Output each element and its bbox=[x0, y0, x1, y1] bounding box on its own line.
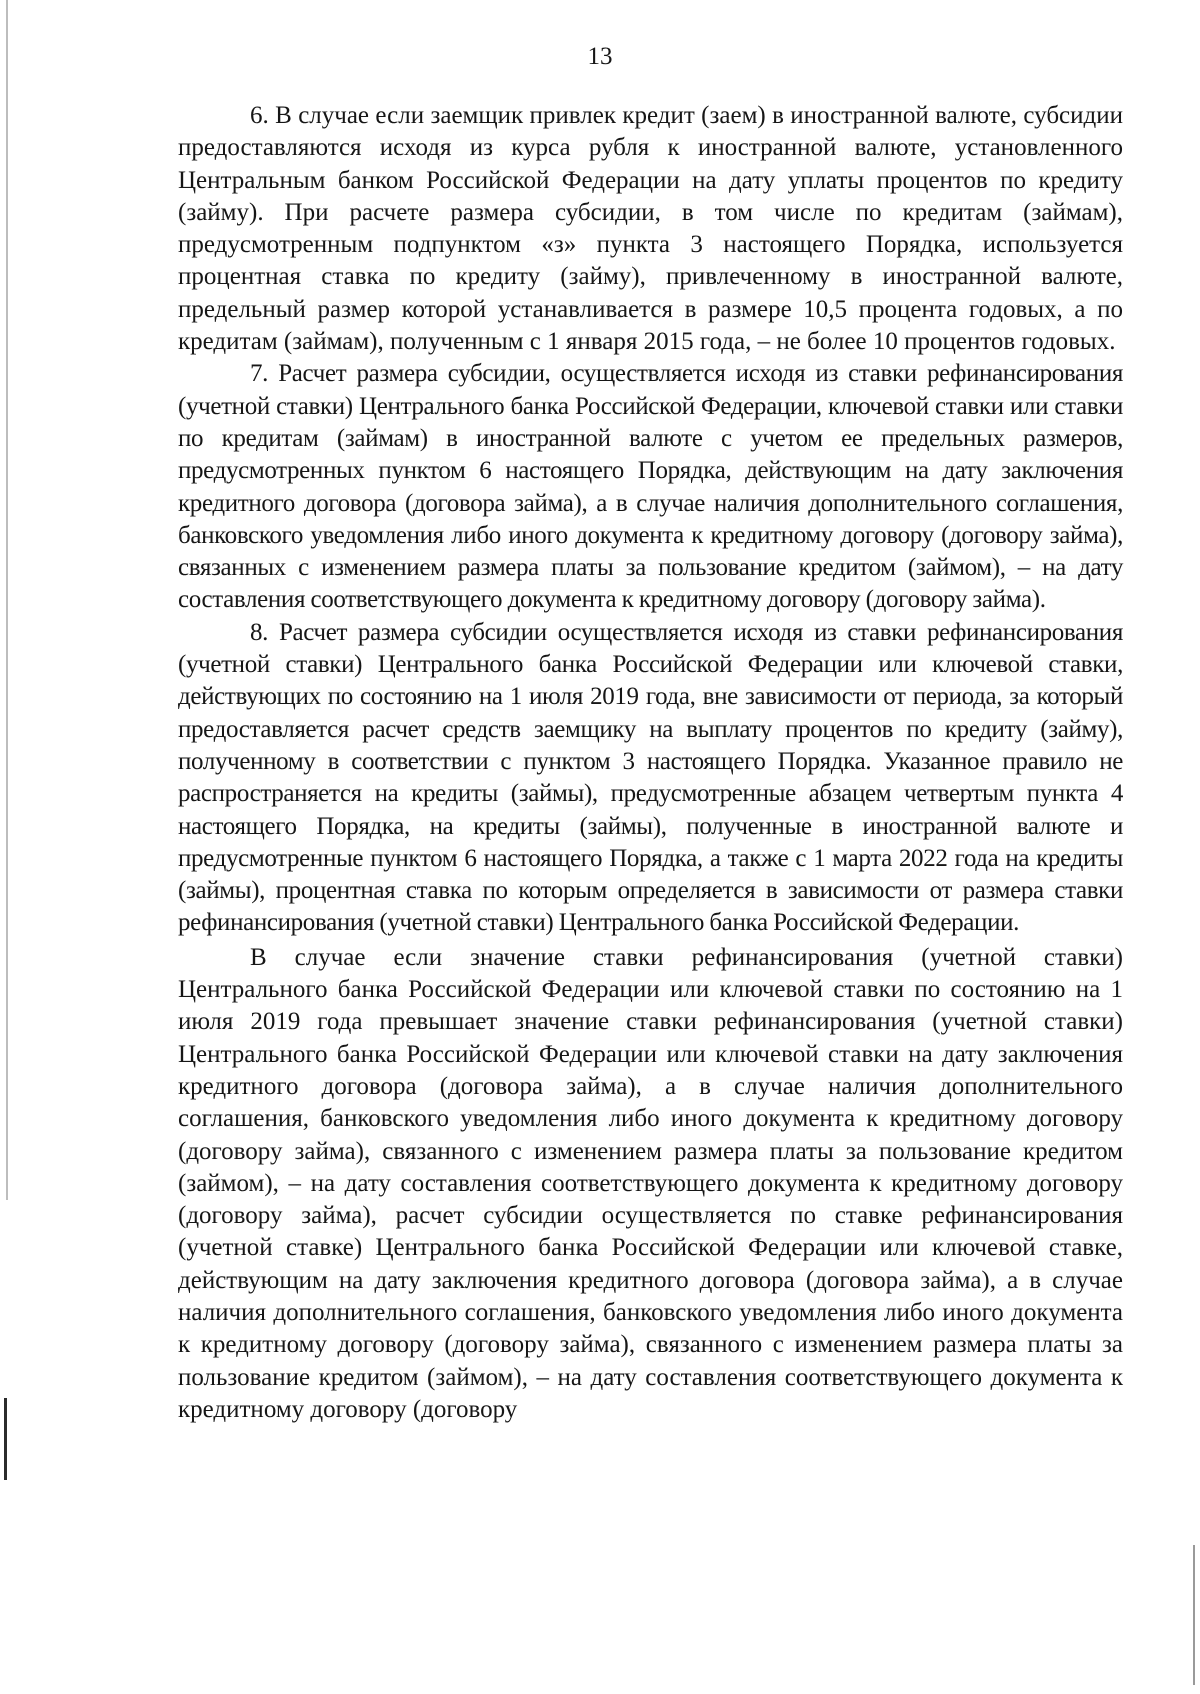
paragraph-7: 7. Расчет размера субсидии, осуществляется исходя из ставки рефинансирования (учетной ставки) Центрального банка Российской Федерации, ключевой ставки или ставки по кредитам (займам) в иностранной валюте с учетом ее предельных размеров, предусмотренных пунктом 6 настоящего Порядка, действующим на дату заключения кредитного договора (договора займа), а в случае наличия дополнительного соглашения, банковского уведомления либо иного документа к кредитному договору (договору займа), связанных с изменением размера платы за пользование кредитом (займом), – на дату составления соответствующего документа к кредитному договору (договору займа). bbox=[178, 360, 1123, 614]
scan-edge-line bbox=[6, 0, 8, 1200]
scan-edge-mark bbox=[4, 1398, 7, 1480]
paragraph-8: 8. Расчет размера субсидии осуществляется исходя из ставки рефинансирования (учетной ставки) Центрального банка Российской Федерации или ключевой ставки, действующих по состоянию на 1 июля 2019 года, вне зависимости от периода, за который предоставляется расчет средств заемщику на выплату процентов по кредиту (займу), полученному в соответствии с пунктом 3 настоящего Порядка. Указанное правило не распространяется на кредиты (займы), предусмотренные абзацем четвертым пункта 4 настоящего Порядка, на кредиты (займы), полученные в иностранной валюте и предусмотренные пунктом 6 настоящего Порядка, а также с 1 марта 2022 года на кредиты (займы), процентная ставка по которым определяется в зависимости от размера ставки рефинансирования (учетной ставки) Центрального банка Российской Федерации. bbox=[178, 618, 1123, 937]
page-number: 13 bbox=[587, 43, 613, 70]
scan-edge-mark-right bbox=[1193, 1545, 1195, 1685]
paragraph-6: 6. В случае если заемщик привлек кредит (заем) в иностранной валюте, субсидии предоставляются исходя из курса рубля к иностранной валюте, установленного Центральным банком Российской Федерации на дату уплаты процентов по кредиту (займу). При расчете размера субсидии, в том числе по кредитам (займам), предусмотренным подпунктом «з» пункта 3 настоящего Порядка, используется процентная ставка по кредиту (займу), привлеченному в иностранной валюте, предельный размер которой устанавливается в размере 10,5 процента годовых, а по кредитам (займам), полученным с 1 января 2015 года, – не более 10 процентов годовых. bbox=[178, 102, 1123, 356]
document-body bbox=[178, 100, 1123, 1426]
paragraph-8-continuation: В случае если значение ставки рефинансирования (учетной ставки) Центрального банка Российской Федерации или ключевой ставки по состоянию на 1 июля 2019 года превышает значение ставки рефинансирования (учетной ставки) Центрального банка Российской Федерации или ключевой ставки на дату заключения кредитного договора (договора займа), а в случае наличия дополнительного соглашения, банковского уведомления либо иного документа к кредитному договору (договору займа), связанного с изменением размера платы за пользование кредитом (займом), – на дату составления соответствующего документа к кредитному договору (договору займа), расчет субсидии осуществляется по ставке рефинансирования (учетной ставке) Центрального банка Российской Федерации или ключевой ставке, действующим на дату заключения кредитного договора (договора займа), а в случае наличия дополнительного соглашения, банковского уведомления либо иного документа к кредитному договору (договору займа), связанного с изменением размера платы за пользование кредитом (займом), – на дату составления соответствующего документа к кредитному договору (договору bbox=[178, 943, 1123, 1423]
